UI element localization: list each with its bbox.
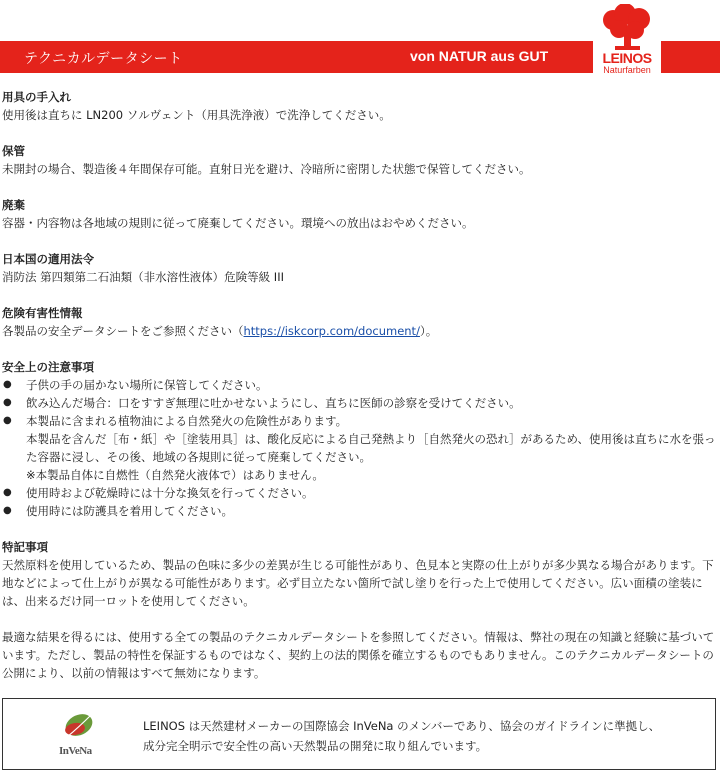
leinos-logo [593, 4, 661, 78]
section-body [2, 322, 718, 340]
section-title: 安全上の注意事項 [2, 360, 94, 374]
section-body: 未開封の場合、製造後４年間保存可能。直射日光を避け、冷暗所に密閉した状態で保管してください。 [2, 162, 531, 176]
hazard-text-pre: 各製品の安全データシートをご参照ください（ [2, 324, 244, 338]
section-title: 日本国の適用法令 [2, 252, 94, 266]
bullet-icon: ● [3, 415, 12, 426]
document-content [2, 88, 718, 700]
leaf-icon [59, 709, 99, 745]
section-law [2, 250, 718, 286]
section-care [2, 88, 718, 124]
tree-icon [599, 4, 655, 52]
hazard-text-post: ）。 [419, 324, 438, 338]
section-body: 天然原料を使用しているため、製品の色味に多少の差異が生じる可能性があり、色見本と実際の仕上がりが多少異なる場合があります。下地などによって仕上がりが異なる可能性があります。必ず目立たない箇所で試し塗りを行った上で使用してください。広い面積の塗装には、出来るだけ同一ロットを使用してください。 [2, 558, 714, 608]
brand-slogan: von NATUR aus GUT [410, 48, 549, 64]
section-body: 消防法 第四類第二石油類（非水溶性液体）危険等級 III [2, 270, 284, 284]
list-item-detail: 本製品を含んだ［布・紙］や［塗装用具］は、酸化反応による自己発熱より［自然発火の恐れ］があるため、使用後は直ちに水を張った容器に浸し、その後、地域の各規則に従って廃棄してください。 [26, 432, 716, 464]
footer-box [2, 698, 716, 770]
footer-line: LEINOS は天然建材メーカーの国際協会 InVeNa のメンバーであり、協会のガイドラインに準拠し、 [143, 719, 661, 733]
section-storage [2, 142, 718, 178]
list-item: ● 使用時および乾燥時には十分な換気を行ってください。 [3, 486, 314, 500]
document-title: テクニカルデータシート [24, 51, 183, 67]
section-title: 用具の手入れ [2, 90, 71, 104]
section-title: 廃棄 [2, 198, 25, 212]
list-item: ● 本製品に含まれる植物油による自然発火の危険性があります。 本製品を含んだ［布・紙］や［塗装用具］は、酸化反応による自己発熱より［自然発火の恐れ］があるため、使用後は直ちに水を張った容器に浸し、その後、地域の各規則に従って廃棄してください。 ※本製品自体に自燃性（自然発火液体で）はありません。 [2, 412, 718, 484]
list-item: ● 子供の手の届かない場所に保管してください。 [3, 378, 268, 392]
footer-line: 成分完全明示で安全性の高い天然製品の開発に取り組んでいます。 [143, 739, 488, 753]
section-disposal [2, 196, 718, 232]
disclaimer-paragraph: 最適な結果を得るには、使用する全ての製品のテクニカルデータシートを参照してください。情報は、弊社の現在の知識と経験に基づいています。ただし、製品の特性を保証するものではなく、契約上の法的関係を確立するものでもありません。このテクニカルデータシートの公開により、以前の情報はすべて無効になります。 [2, 630, 715, 680]
bullet-icon: ● [3, 487, 12, 498]
sds-link[interactable]: https://iskcorp.com/document/ [243, 324, 420, 338]
section-body: 使用後は直ちに LN200 ソルヴェント（用具洗浄液）で洗浄してください。 [2, 108, 391, 122]
section-hazard [2, 304, 718, 340]
logo-name: LEINOS [602, 50, 652, 66]
list-item: ● 使用時には防護具を着用してください。 [3, 504, 233, 518]
bullet-icon: ● [3, 379, 12, 390]
section-special [2, 538, 718, 610]
footer-text [143, 716, 703, 756]
list-item: ● 飲み込んだ場合：口をすすぎ無理に吐かせないようにし、直ちに医師の診察を受けてください。 [3, 396, 521, 410]
section-body: 容器・内容物は各地域の規則に従って廃棄してください。環境への放出はおやめください。 [2, 216, 474, 230]
section-safety [2, 358, 718, 520]
invena-logo-text: InVeNa [59, 745, 92, 757]
bullet-icon: ● [3, 505, 12, 516]
logo-subtitle: Naturfarben [603, 65, 651, 75]
section-title: 特記事項 [2, 540, 48, 554]
section-title: 危険有害性情報 [2, 306, 83, 320]
safety-list [2, 376, 718, 520]
bullet-icon: ● [3, 397, 12, 408]
section-title: 保管 [2, 144, 25, 158]
invena-logo [55, 709, 105, 761]
list-item-note: ※本製品自体に自燃性（自然発火液体で）はありません。 [26, 468, 324, 482]
